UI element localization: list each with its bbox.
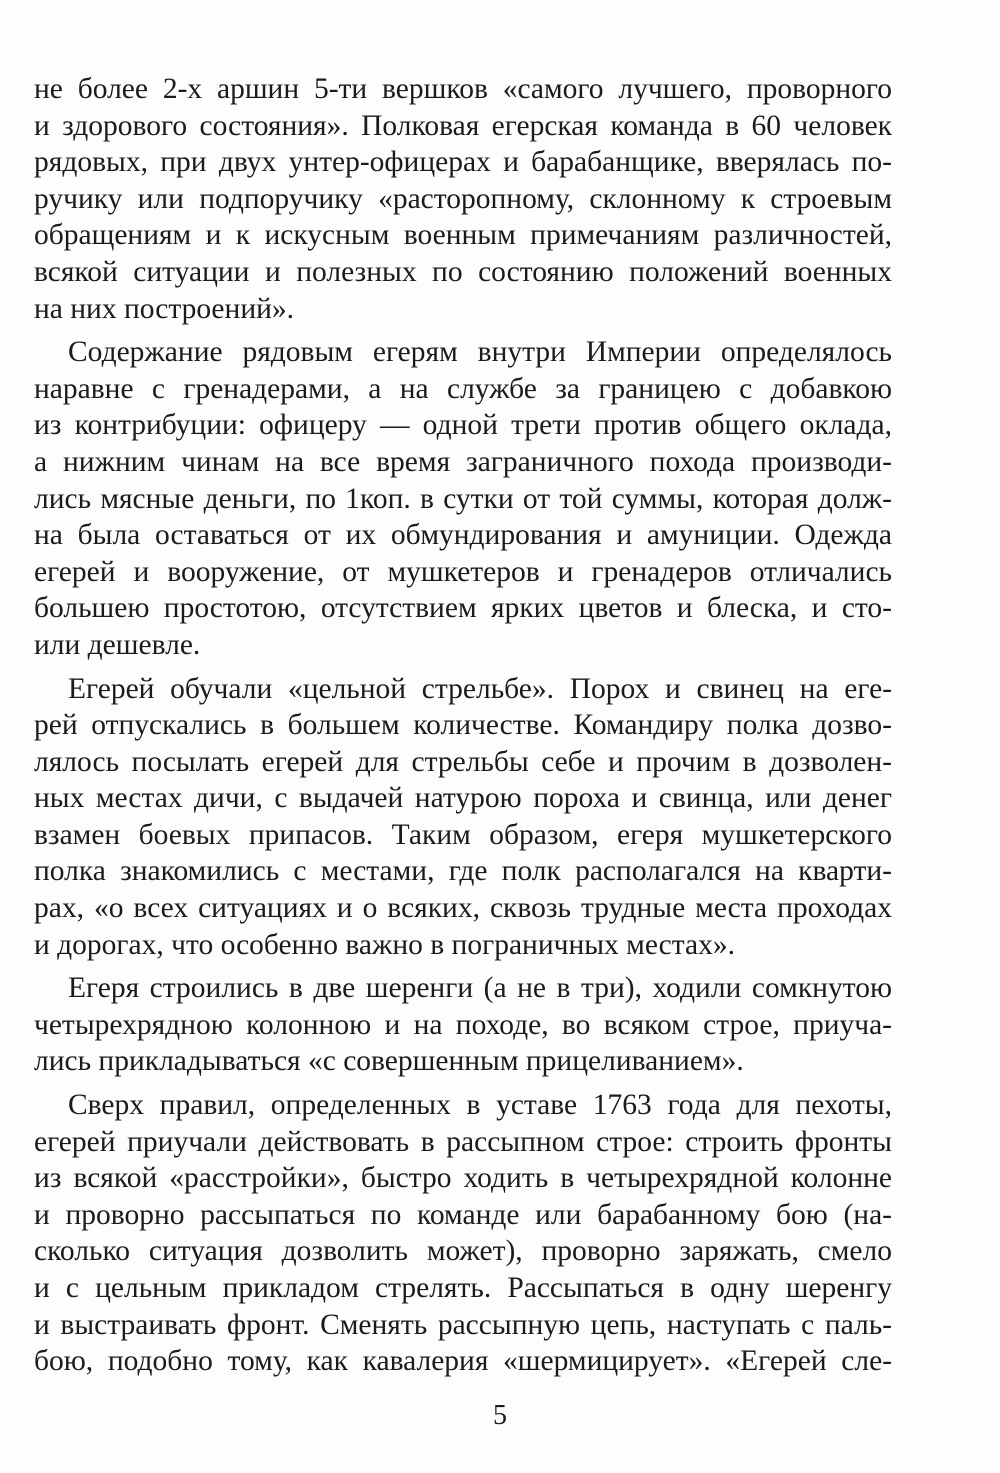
text-line: не более 2-х аршин 5-ти вершков «самого лучшего, проворного [34,73,892,105]
text-line: и выстраивать фронт. Сменять рассыпную цепь, наступать с паль- [34,1308,892,1341]
text-line: на была оставаться от их обмундирования и амуниции. Одежда [34,519,892,552]
text-line: ных местах дичи, с выдачей натурою пороха и свинца, или денег [34,782,892,815]
text-line: рядовых, при двух унтер-офицерах и барабанщике, вверялась по- [34,146,892,179]
text-line: а нижним чинам на все время заграничного похода производи- [34,445,892,478]
text-line: большею простотою, отсутствием ярких цветов и блеска, и сто- [34,592,892,625]
text-line: или дешевле. [34,628,201,661]
text-line: Содержание рядовым егерям внутри Империи определялось [68,336,892,369]
text-line: из всякой «расстройки», быстро ходить в четырехрядной колонне [34,1162,892,1195]
text-line: обращениям и к искусным военным примечаниям различностей, [34,219,892,252]
paragraph-2 [34,334,892,663]
paragraph-3 [34,671,892,964]
text-line: всякой ситуации и полезных по состоянию положений военных [34,255,892,288]
paragraph-4 [34,970,892,1080]
text-line: егерей и вооружение, от мушкетеров и гренадеров отличались [34,555,892,588]
text-line: на них построений». [34,292,295,325]
text-line: сколько ситуация дозволить может), проворно заряжать, смело [34,1235,892,1268]
text-line: из контрибуции: офицеру — одной трети против общего оклада, [34,409,892,442]
text-line: Сверх правил, определенных в уставе 1763 года для пехоты, [68,1089,892,1122]
text-line: лись мясные деньги, по 1коп. в сутки от той суммы, которая долж- [34,482,892,515]
text-line: Егеря строились в две шеренги (а не в три), ходили сомкнутою [68,972,892,1005]
text-line: и с цельным прикладом стрелять. Рассыпаться в одну шеренгу [34,1272,892,1304]
text-line: и проворно рассыпаться по команде или барабанному бою (на- [34,1198,892,1231]
text-line: ручику или подпоручику «расторопному, склонному к строевым [34,182,892,215]
text-line: бою, подобно тому, как кавалерия «шермицирует». «Егерей сле- [34,1345,892,1378]
text-line: рах, «о всех ситуациях и о всяких, сквозь трудные места проходах [34,892,892,925]
page-number: 5 [493,1400,507,1431]
text-line: егерей приучали действовать в рассыпном строе: строить фронты [34,1125,892,1158]
text-line: лись прикладываться «с совершенным прицеливанием». [34,1045,744,1078]
text-line: взамен боевых припасов. Таким образом, егеря мушкетерского [34,818,892,851]
paragraph-1 [34,71,892,327]
text-line: полка знакомились с местами, где полк располагался на кварти- [34,855,892,888]
text-line: лялось посылать егерей для стрельбы себе и прочим в дозволен- [34,745,892,778]
text-line: Егерей обучали «цельной стрельбе». Порох и свинец на еге- [68,672,892,705]
text-line: четырехрядною колонною и на походе, во всяком строе, приуча- [34,1008,892,1041]
text-line: и дорогах, что особенно важно в пограничных местах». [34,928,735,961]
text-line: наравне с гренадерами, а на службе за границею с добавкою [34,372,892,405]
text-line: рей отпускались в большем количестве. Командиру полка дозво- [34,709,892,742]
body-text [34,71,892,1380]
text-line: и здорового состояния». Полковая егерская команда в 60 человек [34,109,892,142]
paragraph-5 [34,1087,892,1380]
